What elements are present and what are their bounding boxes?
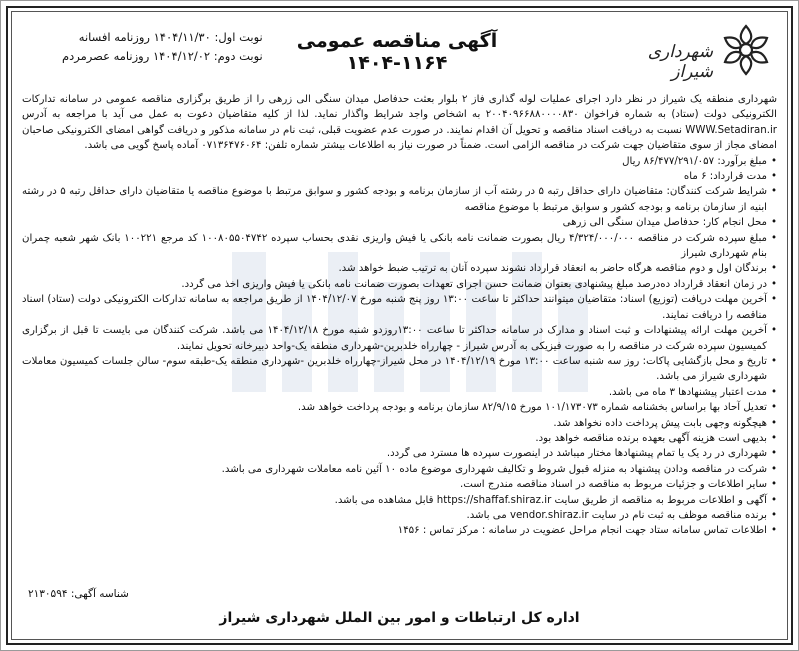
conditions-list — [22, 154, 777, 539]
ad-header — [12, 12, 787, 92]
ad-title: آگهی مناقصه عمومی ۱۱۶۴-۱۴۰۴ — [296, 30, 498, 74]
municipality-logo — [647, 20, 769, 90]
first-notice: نوبت اول: ۱۴۰۴/۱۱/۳۰ روزنامه افسانه — [78, 30, 263, 44]
intro-paragraph: شهرداری منطقه یک شیراز در نظر دارد اجرای عملیات لوله گذاری فاز ۲ بلوار بعثت حدفاصل میدان سنگی الی زرهی را از طریق برگزاری مناقصه عمومی در سامانه تدارکات الکترونیکی دولت (ستاد) به شماره فراخوان ۲۰۰۴۰۹۶۶۸۸۰۰۰۰۸۳۰ به اشخاص واجد شرایط واگذار نماید. لذا از کلیه متقاضیان دعوت به عمل می آید با مراجعه به آدرس WWW.Setadiran.ir نسبت به دریافت اسناد مناقصه و تحویل آن اقدام نمایند. در صورت عدم عضویت قبلی، ثبت نام در سامانه مذکور و دریافت گواهی امضای الکترونیکی صاحبان امضای مجاز از سوی متقاضیان جهت شرکت در مناقصه الزامی است. ضمناً در صورت نیاز به اطلاعات بیشتر شماره تلفن: ۰۷۱۳۶۴۷۶۰۶۴ آماده پاسخ گویی می باشد. — [22, 94, 777, 152]
ad-inner-frame — [11, 11, 788, 640]
publication-notices — [62, 28, 263, 66]
list-item: • شهرداری در رد یک یا تمام پیشنهادها مختار میباشد در اینصورت سپرده ها مسترد می گردد. — [22, 446, 777, 461]
list-item: • سایر اطلاعات و جزئیات مربوط به مناقصه در اسناد مناقصه مندرج است. — [22, 477, 777, 492]
list-item: • محل انجام کار: حدفاصل میدان سنگی الی زرهی — [22, 215, 777, 230]
list-item: • بدیهی است هزینه آگهی بعهده برنده مناقصه خواهد بود. — [22, 431, 777, 446]
second-notice: نوبت دوم: ۱۴۰۴/۱۲/۰۲ روزنامه عصرمردم — [62, 49, 263, 63]
logo-text: شهرداری شیراز — [647, 42, 713, 82]
list-item: • هیچگونه وجهی بابت پیش پرداخت داده نخواهد شد. — [22, 416, 777, 431]
tender-advertisement — [6, 6, 793, 645]
list-item: • اطلاعات تماس سامانه ستاد جهت انجام مراحل عضویت در سامانه : مرکز تماس : ۱۴۵۶ — [22, 523, 777, 538]
list-item: • آگهی و اطلاعات مربوط به مناقصه از طریق سایت https://shaffaf.shiraz.ir قابل مشاهده می باشد. — [22, 493, 777, 508]
list-item: • تعدیل آحاد بها براساس بخشنامه شماره ۱۰۱/۱۷۳۰۷۳ مورخ ۸۲/۹/۱۵ سازمان برنامه و بودجه پرداخت خواهد شد. — [22, 400, 777, 415]
list-item: • آخرین مهلت دریافت (توزیع) اسناد: متقاضیان میتوانند حداکثر تا ساعت ۱۳:۰۰ روز پنج شنبه مورخ ۱۴۰۴/۱۲/۰۷ از طریق مراجعه به سامانه تدارکات الکترونیکی دولت (ستاد) اسناد مناقصه را دریافت نمایند. — [22, 292, 777, 323]
issuer-signature: اداره کل ارتباطات و امور بین الملل شهرداری شیراز — [219, 610, 580, 626]
list-item: • شرایط شرکت کنندگان: متقاضیان دارای حداقل رتبه ۵ در رشته آب از سازمان برنامه و بودجه کشور و سوابق مرتبط با موضوع مناقصه یا متقاضیان دارای حداقل رتبه ۵ در رشته ابنیه از سازمان برنامه و بودجه کشور و سوابق مرتبط با موضوع مناقصه — [22, 184, 777, 215]
flower-logo-icon — [723, 20, 769, 80]
list-item: • شرکت در مناقصه ودادن پیشنهاد به منزله قبول شروط و تکالیف شهرداری موضوع ماده ۱۰ آئین نامه معاملات شهرداری می باشد. — [22, 462, 777, 477]
list-item: • مدت قرارداد: ۶ ماه — [22, 169, 777, 184]
ad-code: شناسه آگهی: ۲۱۳۰۵۹۴ — [28, 588, 129, 600]
ad-body — [22, 92, 777, 539]
list-item: • برنده مناقصه موظف به ثبت نام در سایت vendor.shiraz.ir می باشد. — [22, 508, 777, 523]
list-item: • مبلغ سپرده شرکت در مناقصه ۴/۳۲۴/۰۰۰/۰۰۰ ریال بصورت ضمانت نامه بانکی یا فیش واریزی نقدی بحساب سپرده ۱۰۰۸۰۵۵۰۴۷۴۲ کد مرجع ۱۰۰۲۲۱ بانک شهر شعبه چمران بنام شهرداری شیراز — [22, 231, 777, 262]
list-item: • تاریخ و محل بازگشایی پاکات: روز سه شنبه ساعت ۱۳:۰۰ مورخ ۱۴۰۴/۱۲/۱۹ در محل شیراز-چهارراه خلدبرین -شهرداری منطقه یک-طبقه سوم- سالن جلسات کمیسیون معاملات شهرداری شیراز می باشد. — [22, 354, 777, 385]
list-item: • مبلغ برآورد: ۸۶/۴۷۷/۲۹۱/۰۵۷ ریال — [22, 154, 777, 169]
list-item: • برندگان اول و دوم مناقصه هرگاه حاضر به انعقاد قرارداد نشوند سپرده آنان به ترتیب ضبط خواهد شد. — [22, 261, 777, 276]
list-item: • در زمان انعقاد قرارداد ده‌درصد مبلغ پیشنهادی بعنوان ضمانت حسن اجرای تعهدات بصورت ضمانت نامه بانکی یا فیش واریزی اخذ می گردد. — [22, 277, 777, 292]
list-item: • آخرین مهلت ارائه پیشنهادات و ثبت اسناد و مدارک در سامانه حداکثر تا ساعت ۱۳:۰۰روزدو شنبه مورخ ۱۴۰۴/۱۲/۱۸ می باشد. شرکت کنندگان می بایست تا قبل از برگزاری کمیسیون سپرده شرکت در مناقصه را به صورت فیزیکی به آدرس شیراز - چهارراه خلدبرین-شهرداری منطقه یک-واحد دبیرخانه تحویل نمایند. — [22, 323, 777, 354]
list-item: • مدت اعتبار پیشنهادها ۳ ماه می باشد. — [22, 385, 777, 400]
